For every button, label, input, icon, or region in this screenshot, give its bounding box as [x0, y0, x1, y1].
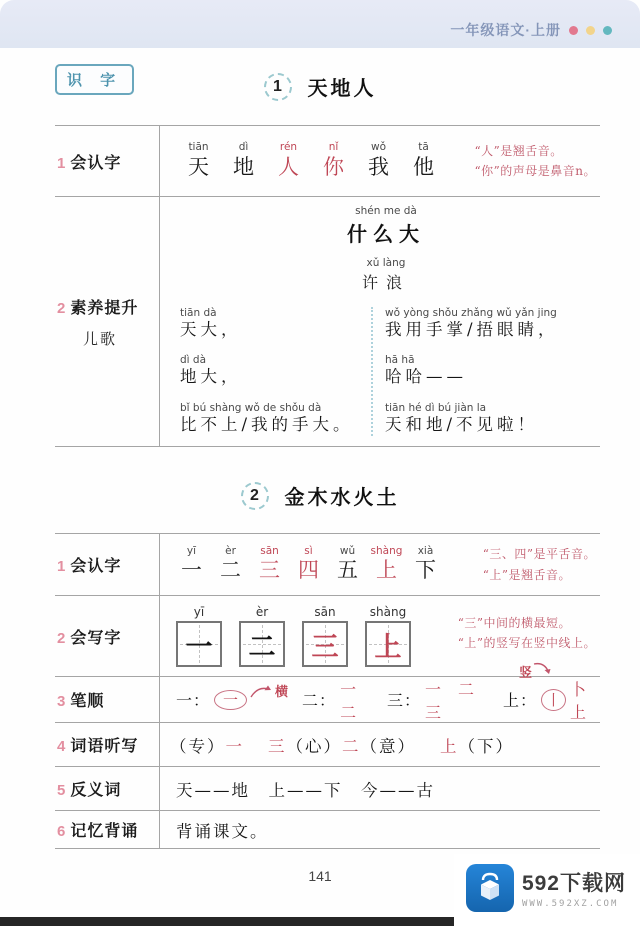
- poem-line-pinyin: wǒ yòng shǒu zhǎng wǔ yǎn jing: [385, 307, 557, 320]
- poem-column-left: [176, 307, 371, 436]
- teacher-note: [458, 613, 596, 654]
- lesson2-jiyi-content: [160, 811, 600, 848]
- lesson2-number-badge: 2: [241, 482, 269, 510]
- char-pinyin: tiān: [188, 141, 209, 154]
- lesson2-table: [55, 533, 600, 849]
- lesson1-renzi-content: [160, 126, 600, 196]
- char-item: [311, 142, 356, 180]
- renzi-char-list: [176, 142, 446, 180]
- char-item: [172, 546, 211, 584]
- char-item: [289, 546, 328, 584]
- shopping-bag-cube-icon: [473, 871, 507, 905]
- lesson2-bishun-label-cell: [55, 677, 160, 722]
- stroke-order-group: [302, 677, 373, 723]
- lesson2-renzi-label-cell: [55, 534, 160, 595]
- note-line: “三、四”是平舌音。: [482, 547, 596, 562]
- tianzige-box: [365, 621, 411, 667]
- row-number: 1: [57, 154, 66, 172]
- char-glyph: 五: [337, 558, 358, 583]
- char-item: [266, 142, 311, 180]
- poem-line-text: 我用手掌/捂眼睛，: [385, 320, 559, 340]
- decorative-dot-teal: [603, 26, 612, 35]
- writing-grid-item: [176, 605, 222, 667]
- row-label: 会写字: [70, 629, 122, 647]
- lesson2-row-tingxie: [55, 723, 600, 767]
- lesson2-tingxie-content: [160, 723, 600, 766]
- char-glyph: 人: [278, 154, 299, 179]
- char-pinyin: dì: [238, 141, 249, 154]
- stroke-char-head: 三：: [386, 691, 421, 710]
- booklet-title: [450, 20, 612, 40]
- row-number: 2: [57, 629, 66, 647]
- char-item: [367, 546, 406, 584]
- char-glyph: 他: [413, 154, 434, 179]
- lesson1-number-badge: 1: [264, 73, 292, 101]
- char-pinyin: sì: [304, 544, 313, 557]
- poem-author-block: [176, 257, 596, 293]
- watermark-brand: 592下载网: [521, 872, 626, 895]
- poem-line-text: 哈哈——: [385, 367, 467, 387]
- char-glyph: 三: [259, 558, 280, 583]
- char-pinyin: sān: [260, 544, 279, 557]
- teacher-note: [483, 544, 596, 585]
- stroke-char-head: 一：: [176, 691, 211, 710]
- dictation-segment: （心）: [286, 736, 342, 756]
- dictation-segment: 二: [342, 736, 361, 756]
- recite-task: 背诵课文。: [176, 821, 269, 841]
- download-app-icon: [466, 864, 514, 912]
- poem-author-pinyin: xǔ làng: [366, 257, 406, 270]
- char-glyph: 天: [188, 154, 209, 179]
- page-number: 141: [308, 868, 332, 884]
- row-number: 6: [57, 823, 66, 840]
- row-number: 5: [57, 782, 66, 799]
- poem-line: [385, 354, 596, 388]
- stroke-glyph: 一: [223, 690, 239, 709]
- char-item: [250, 546, 289, 584]
- char-glyph: 地: [233, 154, 254, 179]
- curved-arrow-icon: [249, 684, 273, 699]
- lesson2-heading: [0, 481, 640, 510]
- dictation-segment: （下）: [458, 736, 514, 756]
- poem-title-pinyin: shén me dà: [355, 205, 417, 218]
- char-item: [406, 546, 445, 584]
- stroke-sequence: 一 二 三: [424, 679, 481, 722]
- lesson2-fanyi-label-cell: [55, 767, 160, 810]
- decorative-dot-yellow: [586, 26, 595, 35]
- stroke-order-group: [176, 685, 289, 711]
- char-pinyin: xià: [417, 544, 434, 557]
- dictation-segment: 三: [268, 736, 287, 756]
- poem-line-text: 地大，: [180, 367, 242, 387]
- poem-line: [180, 307, 371, 341]
- poem-line: [385, 402, 596, 436]
- note-line: “人”是翘舌音。: [474, 143, 563, 158]
- char-pinyin: tā: [418, 141, 429, 154]
- char-item: [401, 142, 446, 180]
- char-pinyin: sān: [314, 605, 336, 619]
- writing-grid-item: [302, 605, 348, 667]
- poem-line-pinyin: tiān dà: [180, 307, 217, 320]
- char-pinyin: shàng: [369, 605, 407, 619]
- poem-line-pinyin: tiān hé dì bú jiàn la: [385, 401, 487, 414]
- note-line: “上”的竖写在竖中线上。: [457, 636, 596, 650]
- circled-stroke: [214, 690, 247, 710]
- char-glyph: 我: [368, 154, 389, 179]
- stroke-char-head: 上：: [503, 691, 538, 710]
- char-item: [328, 546, 367, 584]
- writing-grid-item: [365, 605, 411, 667]
- char-item: [211, 546, 250, 584]
- stroke-char-head: 二：: [302, 691, 337, 710]
- poem-content: [160, 197, 600, 446]
- dictation-segment: 上: [440, 736, 459, 756]
- dictation-words: [170, 733, 514, 757]
- lesson1-table: [55, 125, 600, 447]
- lesson2-xiezi-label-cell: [55, 596, 160, 676]
- char-glyph: 上: [374, 631, 402, 663]
- row-number: 1: [57, 558, 66, 575]
- lesson1-renzi-label-cell: [55, 126, 160, 196]
- stroke-name-label: 竖: [519, 665, 533, 681]
- tianzige-box: [176, 621, 222, 667]
- char-glyph: 一: [185, 631, 213, 663]
- row-number: 4: [57, 738, 66, 755]
- char-pinyin: wǔ: [339, 544, 356, 557]
- stroke-sequence: 一 二: [340, 679, 363, 722]
- dictation-segment: 一: [225, 736, 244, 756]
- char-glyph: 下: [415, 558, 436, 583]
- poem-line: [180, 354, 371, 388]
- stroke-order-group: [387, 677, 483, 723]
- tianzige-box: [239, 621, 285, 667]
- booklet-title-text: 一年级语文·上册: [450, 22, 561, 38]
- note-line: “你”的声母是鼻音n。: [474, 164, 596, 178]
- char-glyph: 四: [298, 558, 319, 583]
- poem-line-text: 天大，: [180, 320, 242, 340]
- poem-line-pinyin: hā hā: [385, 354, 415, 367]
- dictation-segment: （意）: [360, 736, 416, 756]
- lesson2-title: 金木水火土: [284, 487, 400, 509]
- poem-title: 什么大: [347, 224, 425, 247]
- poem-columns: [176, 307, 596, 442]
- lesson2-tingxie-label-cell: [55, 723, 160, 766]
- circled-stroke: [541, 689, 566, 711]
- lesson1-title: 天地人: [307, 78, 377, 100]
- lesson1-row-suyang: [55, 197, 600, 447]
- poem-line-pinyin: dì dà: [180, 354, 207, 367]
- tianzige-box: [302, 621, 348, 667]
- row-label: 词语听写: [70, 738, 139, 755]
- char-pinyin: wǒ: [370, 141, 386, 154]
- stroke-order-list: [176, 665, 596, 723]
- char-pinyin: yī: [186, 544, 197, 557]
- poem-line-text: 天和地/不见啦！: [385, 414, 539, 434]
- char-glyph: 二: [248, 631, 276, 663]
- char-pinyin: èr: [255, 605, 269, 619]
- char-pinyin: nǐ: [328, 141, 339, 154]
- char-pinyin: èr: [225, 544, 236, 557]
- char-glyph: 一: [181, 558, 202, 583]
- lesson2-renzi-content: [160, 534, 600, 595]
- poem-line: [180, 402, 371, 436]
- lesson2-row-renzi: [55, 534, 600, 596]
- lesson2-row-bishun: [55, 665, 600, 723]
- lesson2-bishun-content: [160, 665, 600, 722]
- note-line: “三”中间的横最短。: [457, 615, 571, 630]
- stroke-sequence: 卜 上: [570, 679, 593, 722]
- renzi-char-list: [172, 546, 445, 584]
- poem-column-right: [371, 307, 596, 436]
- watermark-text: [522, 867, 626, 909]
- char-glyph: 二: [220, 558, 241, 583]
- curved-arrow-icon: [532, 662, 552, 675]
- poem-line: [385, 307, 596, 341]
- poem-line-pinyin: bǐ bú shàng wǒ de shǒu dà: [180, 401, 322, 414]
- lesson2-fanyi-content: [160, 767, 600, 810]
- char-pinyin: rén: [279, 141, 298, 154]
- lesson1-heading: [0, 72, 640, 101]
- char-glyph: 你: [323, 154, 344, 179]
- row-number: 2: [57, 299, 66, 317]
- decorative-dot-pink: [569, 26, 578, 35]
- row-label: 会认字: [70, 154, 122, 172]
- row-label: 会认字: [70, 558, 122, 575]
- watermark: [454, 854, 640, 926]
- teacher-note: [475, 141, 597, 182]
- char-item: [356, 142, 401, 180]
- note-line: “上”是翘舌音。: [482, 567, 571, 582]
- row-label: 记忆背诵: [70, 823, 139, 840]
- lesson2-jiyi-label-cell: [55, 811, 160, 848]
- char-pinyin: yī: [193, 605, 205, 619]
- writing-grid-list: [176, 605, 411, 667]
- dictation-segment: （专）: [170, 736, 226, 756]
- char-item: [176, 142, 221, 180]
- char-glyph: 三: [311, 631, 339, 663]
- poem-line-text: 比不上/我的手大。: [180, 414, 354, 434]
- stroke-glyph: 丨: [546, 690, 562, 709]
- stroke-name-label: 横: [275, 685, 289, 700]
- lesson2-row-fanyi: [55, 767, 600, 811]
- char-item: [221, 142, 266, 180]
- row-number: 3: [57, 693, 66, 710]
- row-label: 笔顺: [70, 693, 105, 710]
- lesson2-row-jiyi: [55, 811, 600, 849]
- stroke-order-group: [503, 665, 596, 723]
- stroke-tag-above: [519, 662, 552, 681]
- unit-tag-label: 识 字: [67, 72, 123, 89]
- row-label: 素养提升: [70, 299, 139, 317]
- page-header-bar: [0, 0, 640, 48]
- poem-title-block: [176, 205, 596, 247]
- watermark-url: WWW.592XZ.COM: [521, 899, 619, 909]
- lesson1-row-renzi: [55, 126, 600, 197]
- lesson1-suyang-label-cell: [55, 197, 160, 446]
- row-sublabel: 儿歌: [83, 329, 118, 348]
- antonym-pairs: 天——地 上——下 今——古: [176, 780, 435, 800]
- poem-author: 许浪: [361, 273, 410, 293]
- row-label: 反义词: [70, 782, 122, 799]
- char-glyph: 上: [376, 558, 397, 583]
- writing-grid-item: [239, 605, 285, 667]
- char-pinyin: shàng: [370, 544, 403, 557]
